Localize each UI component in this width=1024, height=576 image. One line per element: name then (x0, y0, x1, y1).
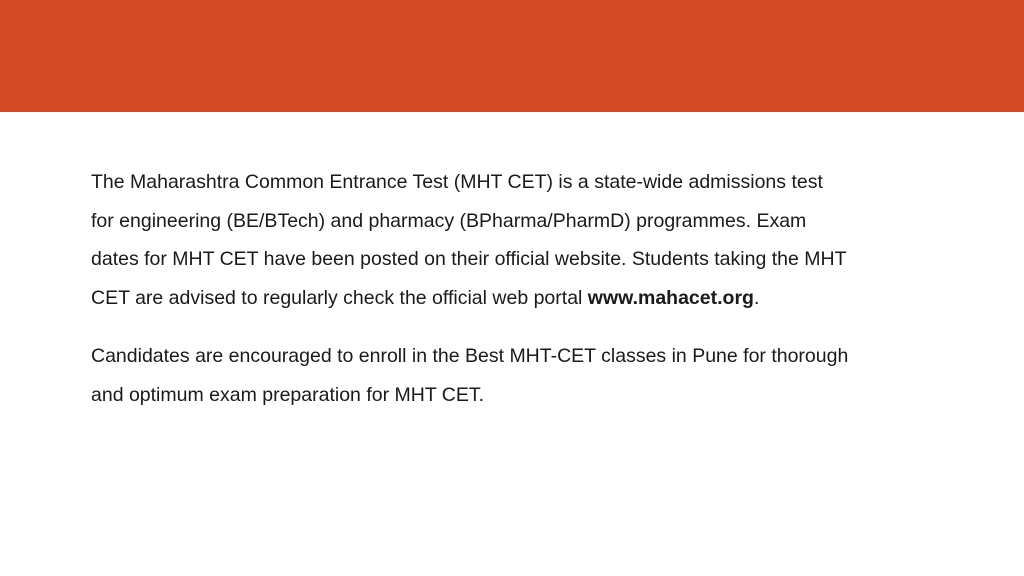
paragraph-1-text: The Maharashtra Common Entrance Test (MHT CET) is a state-wide admissions test for engineering (BE/BTech) and pharmacy (BPharma/PharmD) programmes. Exam dates for MHT CET have been posted on their official website. Students taking the MHT CET are advised to regularly check the official web portal (91, 171, 847, 309)
paragraph-classes-info: Candidates are encouraged to enroll in the Best MHT-CET classes in Pune for thorough and optimum exam preparation for MHT CET. (91, 345, 849, 406)
website-link-text: www.mahacet.org (587, 286, 754, 309)
header-band (0, 0, 1024, 112)
paragraph-mht-cet-info (91, 163, 851, 317)
paragraph-1-end: . (753, 286, 760, 309)
content-body (91, 163, 851, 414)
